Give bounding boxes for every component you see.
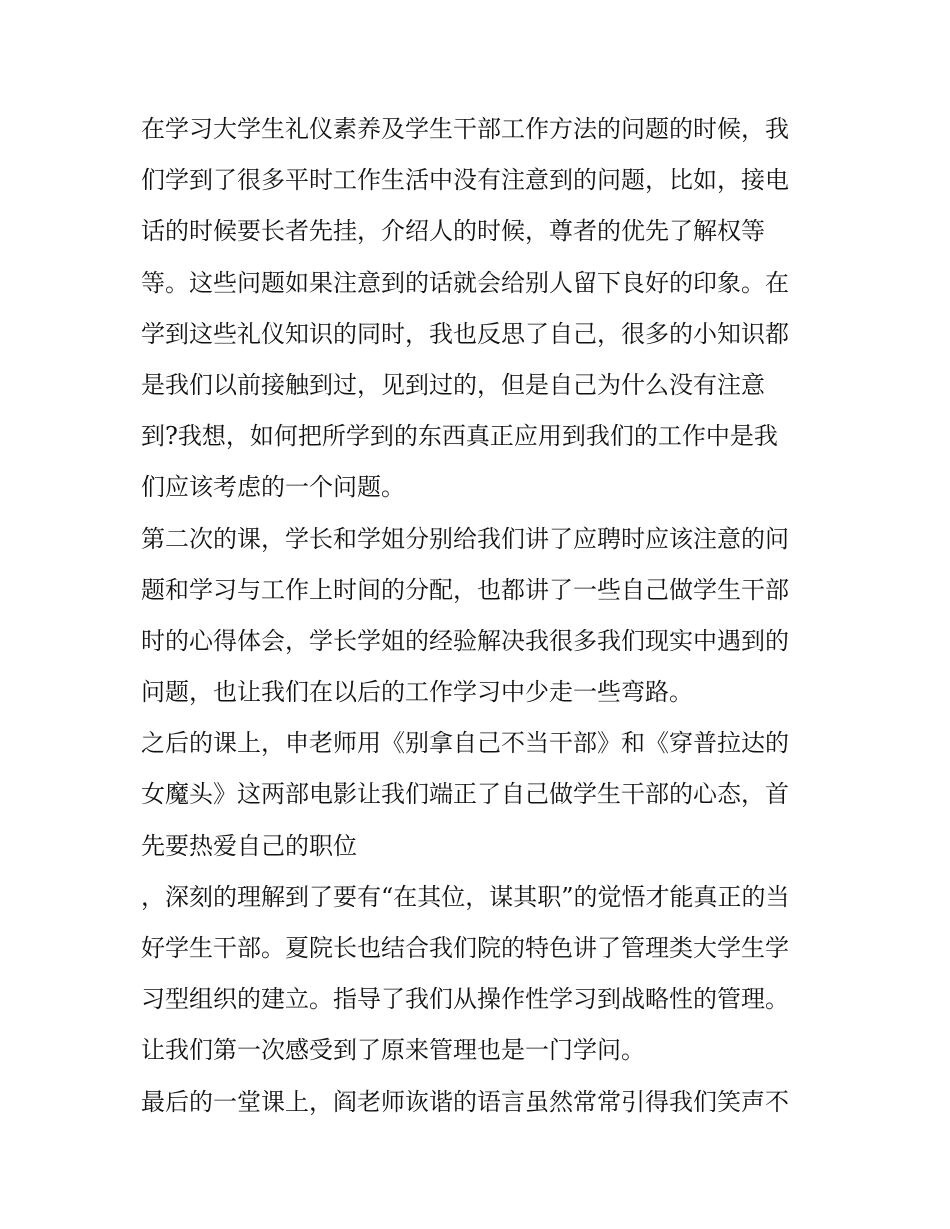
text-line: 之后的课上，申老师用《别拿自己不当干部》和《穿普拉达的 bbox=[141, 729, 789, 758]
text-line: 先要热爱自己的职位 bbox=[141, 831, 357, 860]
text-line: 最后的一堂课上，阎老师诙谐的语言虽然常常引得我们笑声不 bbox=[141, 1087, 789, 1116]
text-line: 时的心得体会，学长学姐的经验解决我很多我们现实中遇到的 bbox=[141, 626, 789, 655]
text-line: 到?我想，如何把所学到的东西真正应用到我们的工作中是我 bbox=[141, 422, 778, 451]
text-line: 话的时候要长者先挂，介绍人的时候，尊者的优先了解权等 bbox=[141, 217, 765, 246]
document-body bbox=[141, 104, 821, 1128]
text-line: 问题，也让我们在以后的工作学习中少走一些弯路。 bbox=[141, 678, 693, 707]
text-line: 习型组织的建立。指导了我们从操作性学习到战略性的管理。 bbox=[141, 985, 789, 1014]
text-line: 女魔头》这两部电影让我们端正了自己做学生干部的心态，首 bbox=[141, 780, 789, 809]
text-line: ，深刻的理解到了要有“在其位，谋其职”的觉悟才能真正的当 bbox=[141, 882, 790, 911]
text-line: 好学生干部。夏院长也结合我们院的特色讲了管理类大学生学 bbox=[141, 934, 789, 962]
text-line: 在学习大学生礼仪素养及学生干部工作方法的问题的时候，我 bbox=[141, 115, 789, 143]
text-line: 让我们第一次感受到了原来管理也是一门学问。 bbox=[141, 1036, 645, 1065]
text-line: 第二次的课，学长和学姐分别给我们讲了应聘时应该注意的问 bbox=[141, 524, 789, 553]
text-line: 们应该考虑的一个问题。 bbox=[141, 473, 405, 502]
text-line: 学到这些礼仪知识的同时，我也反思了自己，很多的小知识都 bbox=[141, 319, 789, 348]
text-line: 题和学习与工作上时间的分配，也都讲了一些自己做学生干部 bbox=[141, 575, 789, 604]
text-line: 们学到了很多平时工作生活中没有注意到的问题，比如，接电 bbox=[141, 166, 789, 195]
text-line: 等。这些问题如果注意到的话就会给别人留下良好的印象。在 bbox=[141, 268, 789, 297]
text-line: 是我们以前接触到过，见到过的，但是自己为什么没有注意 bbox=[141, 370, 765, 399]
